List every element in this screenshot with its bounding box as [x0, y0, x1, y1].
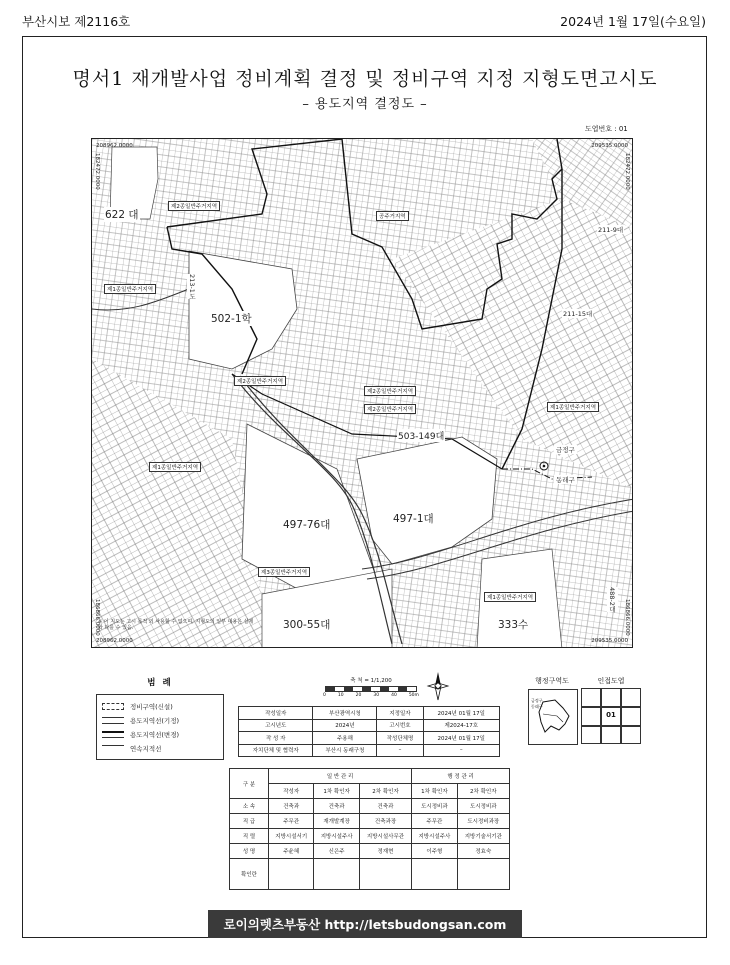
- table-cell: 이주형: [412, 844, 457, 859]
- map-drawing: [92, 139, 633, 648]
- table-cell: 도시정비과: [457, 799, 509, 814]
- map-note: ※ 이 지도는 고시 목적 외 사용할 수 없으며, 지형도의 일부 내용은 실제와 다를 수 있음.: [98, 619, 254, 631]
- table-cell: 2차 확인자: [359, 784, 411, 799]
- index-current-sheet: 01: [606, 711, 616, 719]
- index-map-cell: [621, 726, 641, 744]
- coord-top-right: 209535.0000: [591, 143, 628, 149]
- table-cell: 작 성 자: [239, 732, 313, 745]
- zoning-existing-symbol: [102, 717, 124, 724]
- zoning-tag: 제1종일반주거지역: [149, 462, 201, 472]
- table-cell: 지정일자: [377, 707, 423, 720]
- index-map-cell: [581, 688, 601, 707]
- sheet-number: 도엽번호 : 01: [585, 125, 628, 133]
- coord-bottom-left: 208962.0000: [96, 638, 133, 644]
- table-cell: 작성일자: [239, 707, 313, 720]
- north-arrow-icon: [426, 670, 450, 702]
- table-cell: [359, 859, 411, 890]
- table-cell: 지방시설주사: [412, 829, 457, 844]
- table-cell: 지방시설사무관: [359, 829, 411, 844]
- table-cell: 직 급: [230, 814, 269, 829]
- review-table: [229, 768, 510, 890]
- zoning-tag: 제1종일반주거지역: [104, 284, 156, 294]
- scale-tick-label: 0: [323, 693, 326, 698]
- table-cell: 2024년 01월 17일: [423, 707, 499, 720]
- legend-item: [102, 699, 218, 713]
- parcel-label: 502-1학: [211, 313, 252, 325]
- table-cell: 신은주: [314, 844, 359, 859]
- table-cell: 1차 확인자: [314, 784, 359, 799]
- parcel-label: 622 대: [105, 209, 139, 221]
- zoning-change-symbol: [102, 731, 124, 738]
- zoning-tag: 제3종일반주거지역: [258, 567, 310, 577]
- parcel-label: 300-55대: [283, 619, 331, 631]
- table-cell: 작성단체명: [377, 732, 423, 745]
- table-cell: [269, 859, 314, 890]
- table-cell: 2차 확인자: [457, 784, 509, 799]
- table-row: [230, 769, 510, 784]
- zoning-tag: 제2종일반주거지역: [364, 404, 416, 414]
- table-cell: 주용해: [313, 732, 377, 745]
- table-cell: 도시정비과장: [457, 814, 509, 829]
- table-row: [230, 844, 510, 859]
- table-cell: 건축과: [269, 799, 314, 814]
- zoning-map[interactable]: [91, 138, 633, 648]
- table-row: [239, 732, 500, 745]
- table-cell: 지방기술서기관: [457, 829, 509, 844]
- legend-title: 범 례: [147, 678, 173, 688]
- coord-bottom-right: 209535.0000: [591, 638, 628, 644]
- index-map-cell: [621, 688, 641, 707]
- table-row: [230, 784, 510, 799]
- admin-map-title: 행정구역도: [535, 677, 569, 685]
- zoning-tag: 제1종일반주거지역: [547, 402, 599, 412]
- table-cell: 고시번호: [377, 719, 423, 732]
- scale-tick-label: 10: [337, 693, 344, 698]
- table-cell: 2024년: [313, 719, 377, 732]
- index-map-cell: [621, 707, 641, 726]
- coord-left-bottom: 186866.0000: [94, 599, 100, 636]
- table-cell: 지방시설서기: [269, 829, 314, 844]
- table-cell: 정재현: [359, 844, 411, 859]
- bulletin-number: 부산시보 제2116호: [22, 14, 131, 29]
- parcel-label: 211-9대: [598, 226, 624, 234]
- zoning-tag: 제1종일반주거지역: [484, 592, 536, 602]
- table-cell: [314, 859, 359, 890]
- table-cell: 작성자: [269, 784, 314, 799]
- legend-item: [102, 727, 218, 741]
- table-row: [230, 829, 510, 844]
- page-subtitle: – 용도지역 결정도 –: [302, 97, 428, 112]
- legend-item: [102, 741, 218, 755]
- parcel-label: 211-15대: [563, 310, 593, 318]
- index-map-cell: [601, 688, 621, 707]
- table-cell: 일 반 관 리: [269, 769, 412, 784]
- table-cell: 제2024-17호: [423, 719, 499, 732]
- coord-right-bottom: 186866.0000: [624, 599, 630, 636]
- legend: [96, 676, 224, 760]
- table-cell: 행 정 관 리: [412, 769, 510, 784]
- scale-label: 축 척 = 1/1,200: [350, 678, 392, 684]
- scale-bar: [316, 676, 426, 698]
- parcel-label: 497-1대: [393, 513, 434, 525]
- zoning-tag: 제2종일반주거지역: [168, 201, 220, 211]
- table-cell: 지방시설주사: [314, 829, 359, 844]
- parcel-label: 213-1도: [188, 274, 196, 300]
- district-label-north: 금정구: [556, 446, 575, 454]
- table-cell: 건축과장: [359, 814, 411, 829]
- bulletin-date: 2024년 1월 17일(수요일): [560, 14, 706, 29]
- coord-left-top: 182472.0000: [94, 153, 100, 190]
- index-map-grid: [581, 688, 641, 744]
- cadastral-line-symbol: [102, 745, 124, 752]
- table-cell: 주무관: [412, 814, 457, 829]
- parcel-label: 497-76대: [283, 519, 331, 531]
- zoning-tag: 제2종일반주거지역: [234, 376, 286, 386]
- table-cell: 구 분: [230, 769, 269, 799]
- index-map-cell: [581, 707, 601, 726]
- table-cell: 건축과: [359, 799, 411, 814]
- scale-tick-label: 40: [391, 693, 397, 698]
- parcel-label: 488-2대: [608, 587, 616, 613]
- info-table: [238, 706, 500, 757]
- table-row: [239, 707, 500, 720]
- coord-right-top: 182472.0000: [624, 153, 630, 190]
- legend-label: 용도지역선(변경): [130, 730, 180, 739]
- index-map-cell: [601, 726, 621, 744]
- table-cell: 도시정비과: [412, 799, 457, 814]
- table-row: [239, 719, 500, 732]
- table-cell: 재개발계장: [314, 814, 359, 829]
- scale-tick-label: 30: [373, 693, 380, 698]
- legend-label: 용도지역선(기정): [130, 716, 180, 725]
- legend-label: 정비구역(신설): [130, 702, 173, 711]
- table-row: [239, 744, 500, 757]
- scale-tick-label: 50m: [408, 693, 419, 698]
- table-cell: 직 렬: [230, 829, 269, 844]
- table-cell: 소 속: [230, 799, 269, 814]
- table-cell: [457, 859, 509, 890]
- table-cell: 주무관: [269, 814, 314, 829]
- table-cell: –: [423, 744, 499, 757]
- admin-district-map: [528, 676, 578, 745]
- table-cell: 부산시 동래구청: [313, 744, 377, 757]
- zoning-tag: 제2종일반주거지역: [364, 386, 416, 396]
- table-cell: 건축과: [314, 799, 359, 814]
- watermark-banner[interactable]: 로이의렛츠부동산 http://letsbudongsan.com: [208, 910, 522, 938]
- table-cell: 1차 확인자: [412, 784, 457, 799]
- admin-map-label: 동래구: [531, 704, 543, 709]
- table-cell: 주윤혜: [269, 844, 314, 859]
- table-cell: 2024년 01월 17일: [423, 732, 499, 745]
- table-row: [230, 814, 510, 829]
- table-row: [230, 859, 510, 890]
- legend-label: 연속지적선: [130, 744, 162, 753]
- scale-graphic: [325, 686, 417, 692]
- table-cell: [412, 859, 457, 890]
- table-cell: –: [377, 744, 423, 757]
- scale-tick-label: 20: [355, 693, 362, 698]
- parcel-label: 503-149대: [397, 429, 445, 442]
- legend-item: [102, 713, 218, 727]
- table-cell: 부산광역시청: [313, 707, 377, 720]
- index-map-cell: [581, 726, 601, 744]
- table-cell: 자치단체 및 협력자: [239, 744, 313, 757]
- district-label-south: 동래구: [556, 476, 575, 484]
- parcel-label: 333수: [498, 619, 529, 631]
- table-row: [230, 799, 510, 814]
- zone-new-symbol: [102, 703, 124, 710]
- table-cell: 확인란: [230, 859, 269, 890]
- table-cell: 고시년도: [239, 719, 313, 732]
- admin-map-label: 금정구: [531, 698, 543, 703]
- zoning-tag: 공주거지역: [376, 211, 409, 221]
- index-map-title: 인접도엽: [597, 677, 625, 685]
- coord-top-left: 208962.0000: [96, 143, 133, 149]
- table-cell: 정효숙: [457, 844, 509, 859]
- table-cell: 성 명: [230, 844, 269, 859]
- page-title: 명서1 재개발사업 정비계획 결정 및 정비구역 지정 지형도면고시도: [72, 68, 658, 90]
